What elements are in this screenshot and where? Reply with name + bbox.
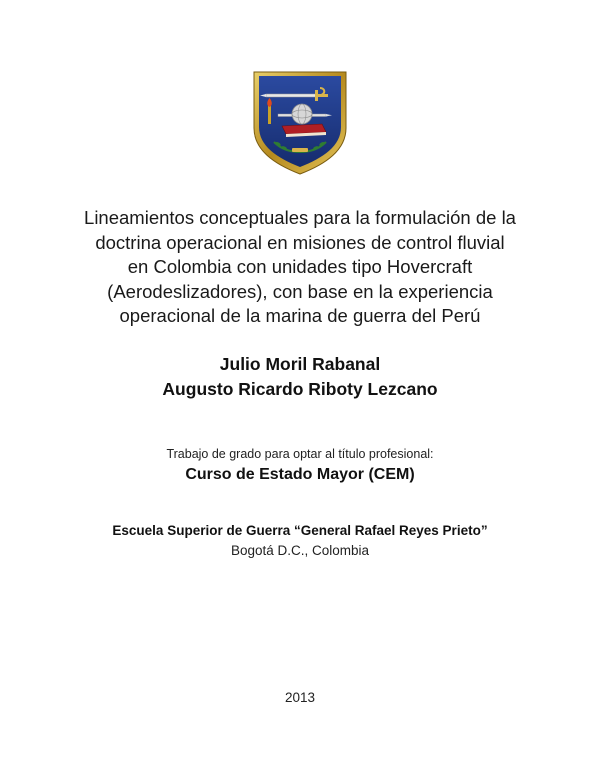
thesis-title <box>60 206 540 329</box>
title-line: (Aerodeslizadores), con base en la experiencia <box>107 280 493 302</box>
publication-year: 2013 <box>284 690 316 705</box>
author-name: Julio Moril Rabanal <box>219 354 381 374</box>
title-line: operacional de la marina de guerra del Perú <box>119 305 481 326</box>
degree-title: Curso de Estado Mayor (CEM) <box>185 466 415 483</box>
school-location: Bogotá D.C., Colombia <box>230 543 370 558</box>
authors-block <box>60 352 540 402</box>
institution-crest-icon <box>252 70 348 176</box>
school-name: Escuela Superior de Guerra “General Rafael Reyes Prieto” <box>112 523 488 538</box>
title-line: Lineamientos conceptuales para la formulación de la <box>84 207 516 228</box>
title-line: doctrina operacional en misiones de control fluvial <box>95 231 505 253</box>
title-line: en Colombia con unidades tipo Hovercraft <box>127 256 473 277</box>
author-name: Augusto Ricardo Riboty Lezcano <box>162 379 438 399</box>
degree-purpose: Trabajo de grado para optar al título profesional: <box>166 447 434 461</box>
